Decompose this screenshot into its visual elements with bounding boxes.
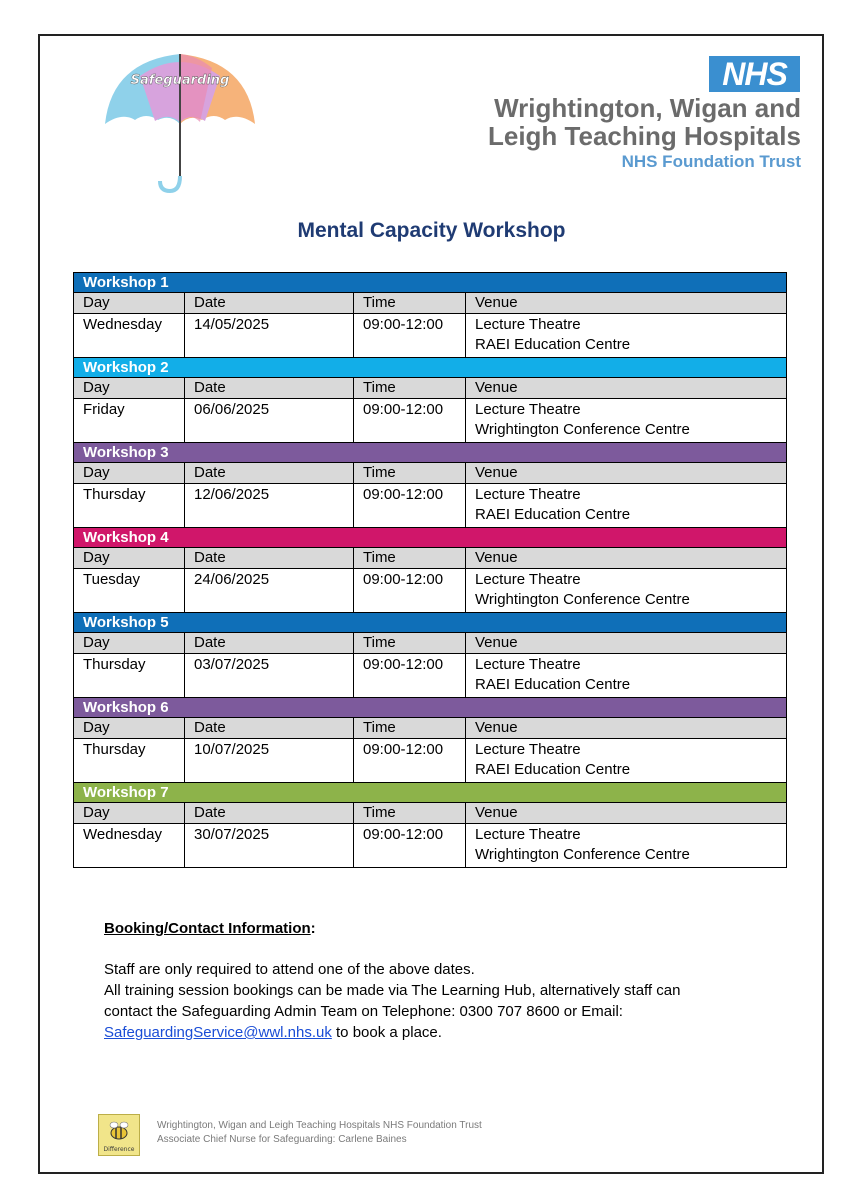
workshop-name: Workshop 7 xyxy=(74,783,787,803)
trust-name-line2: Leigh Teaching Hospitals xyxy=(487,121,801,151)
workshop-name: Workshop 3 xyxy=(74,443,787,463)
date-cell: 10/07/2025 xyxy=(185,739,354,783)
venue-line2: RAEI Education Centre xyxy=(475,506,631,523)
time-cell: 09:00-12:00 xyxy=(354,399,466,443)
booking-line-1: Staff are only required to attend one of the above dates. xyxy=(104,961,475,978)
footer-line1: Wrightington, Wigan and Leigh Teaching Hospitals NHS Foundation Trust xyxy=(157,1120,482,1131)
venue-line2: Wrightington Conference Centre xyxy=(475,846,690,863)
day-cell: Thursday xyxy=(74,484,185,528)
column-header: Time xyxy=(354,463,466,484)
column-header: Venue xyxy=(466,293,787,314)
venue-line1: Lecture Theatre xyxy=(475,741,581,758)
booking-line-2: All training session bookings can be made via The Learning Hub, alternatively staff can xyxy=(104,982,681,999)
day-cell: Wednesday xyxy=(74,824,185,868)
column-header-row xyxy=(74,633,787,654)
column-header-row xyxy=(74,293,787,314)
column-header: Day xyxy=(74,378,185,399)
column-header: Day xyxy=(74,803,185,824)
booking-line-3: contact the Safeguarding Admin Team on Telephone: 0300 707 8600 or Email: xyxy=(104,1003,623,1020)
trust-name xyxy=(488,94,801,150)
venue-cell xyxy=(466,314,787,358)
column-header-row xyxy=(74,803,787,824)
day-cell: Thursday xyxy=(74,739,185,783)
workshop-data-row xyxy=(74,314,787,358)
page-title: Mental Capacity Workshop xyxy=(297,219,566,242)
date-cell: 12/06/2025 xyxy=(185,484,354,528)
workshop-data-row xyxy=(74,399,787,443)
time-cell: 09:00-12:00 xyxy=(354,824,466,868)
column-header: Date xyxy=(185,718,354,739)
venue-line1: Lecture Theatre xyxy=(475,316,581,333)
workshop-header-row xyxy=(74,273,787,293)
workshop-header-row xyxy=(74,528,787,548)
column-header: Time xyxy=(354,633,466,654)
trust-name-line1: Wrightington, Wigan and xyxy=(494,93,801,123)
column-header: Time xyxy=(354,718,466,739)
column-header: Time xyxy=(354,378,466,399)
workshop-schedule-table xyxy=(73,272,787,868)
workshop-data-row xyxy=(74,739,787,783)
venue-cell xyxy=(466,824,787,868)
workshop-header-row xyxy=(74,613,787,633)
column-header: Venue xyxy=(466,463,787,484)
venue-line2: Wrightington Conference Centre xyxy=(475,421,690,438)
column-header: Day xyxy=(74,633,185,654)
workshop-name: Workshop 1 xyxy=(74,273,787,293)
footer-text xyxy=(157,1119,482,1147)
column-header: Time xyxy=(354,548,466,569)
workshop-header-row xyxy=(74,783,787,803)
column-header: Day xyxy=(74,718,185,739)
workshop-name: Workshop 4 xyxy=(74,528,787,548)
column-header-row xyxy=(74,548,787,569)
venue-line2: RAEI Education Centre xyxy=(475,676,631,693)
column-header-row xyxy=(74,378,787,399)
workshop-header-row xyxy=(74,443,787,463)
column-header: Venue xyxy=(466,633,787,654)
time-cell: 09:00-12:00 xyxy=(354,484,466,528)
venue-cell xyxy=(466,484,787,528)
column-header: Date xyxy=(185,293,354,314)
column-header: Date xyxy=(185,633,354,654)
booking-line-4-suffix: to book a place. xyxy=(331,1024,442,1041)
column-header: Venue xyxy=(466,803,787,824)
venue-line1: Lecture Theatre xyxy=(475,826,581,843)
venue-cell xyxy=(466,569,787,613)
column-header: Day xyxy=(74,293,185,314)
column-header: Day xyxy=(74,463,185,484)
column-header: Date xyxy=(185,463,354,484)
column-header-row xyxy=(74,463,787,484)
venue-line2: RAEI Education Centre xyxy=(475,336,631,353)
day-cell: Friday xyxy=(74,399,185,443)
venue-line2: Wrightington Conference Centre xyxy=(475,591,690,608)
venue-line1: Lecture Theatre xyxy=(475,656,581,673)
booking-section xyxy=(104,918,744,1043)
date-cell: 14/05/2025 xyxy=(185,314,354,358)
venue-cell xyxy=(466,399,787,443)
column-header: Time xyxy=(354,803,466,824)
date-cell: 24/06/2025 xyxy=(185,569,354,613)
time-cell: 09:00-12:00 xyxy=(354,314,466,358)
column-header: Time xyxy=(354,293,466,314)
trust-subtitle: NHS Foundation Trust xyxy=(621,152,801,171)
workshop-header-row xyxy=(74,698,787,718)
workshop-name: Workshop 2 xyxy=(74,358,787,378)
time-cell: 09:00-12:00 xyxy=(354,569,466,613)
venue-line2: RAEI Education Centre xyxy=(475,761,631,778)
nhs-logo: NHS xyxy=(709,56,800,92)
venue-line1: Lecture Theatre xyxy=(475,571,581,588)
column-header: Venue xyxy=(466,718,787,739)
column-header-row xyxy=(74,718,787,739)
workshop-data-row xyxy=(74,569,787,613)
footer-line2: Associate Chief Nurse for Safeguarding: Carlene Baines xyxy=(157,1134,407,1145)
workshop-data-row xyxy=(74,484,787,528)
safeguarding-umbrella-logo xyxy=(100,46,260,196)
venue-line1: Lecture Theatre xyxy=(475,401,581,418)
date-cell: 06/06/2025 xyxy=(185,399,354,443)
column-header: Day xyxy=(74,548,185,569)
time-cell: 09:00-12:00 xyxy=(354,739,466,783)
workshop-name: Workshop 5 xyxy=(74,613,787,633)
column-header: Venue xyxy=(466,548,787,569)
workshop-header-row xyxy=(74,358,787,378)
venue-cell xyxy=(466,739,787,783)
date-cell: 30/07/2025 xyxy=(185,824,354,868)
umbrella-label: Safeguarding xyxy=(130,73,230,88)
booking-heading-colon: : xyxy=(310,920,316,937)
email-link[interactable]: SafeguardingService@wwl.nhs.uk xyxy=(104,1024,332,1041)
workshop-data-row xyxy=(74,824,787,868)
column-header: Date xyxy=(185,378,354,399)
day-cell: Thursday xyxy=(74,654,185,698)
date-cell: 03/07/2025 xyxy=(185,654,354,698)
logo-text: Difference xyxy=(103,1146,135,1153)
column-header: Date xyxy=(185,548,354,569)
day-cell: Tuesday xyxy=(74,569,185,613)
venue-line1: Lecture Theatre xyxy=(475,486,581,503)
booking-heading: Booking/Contact Information xyxy=(104,920,311,937)
time-cell: 09:00-12:00 xyxy=(354,654,466,698)
workshop-data-row xyxy=(74,654,787,698)
workshop-name: Workshop 6 xyxy=(74,698,787,718)
column-header: Date xyxy=(185,803,354,824)
day-cell: Wednesday xyxy=(74,314,185,358)
make-the-difference-bee-logo xyxy=(98,1114,140,1156)
column-header: Venue xyxy=(466,378,787,399)
venue-cell xyxy=(466,654,787,698)
